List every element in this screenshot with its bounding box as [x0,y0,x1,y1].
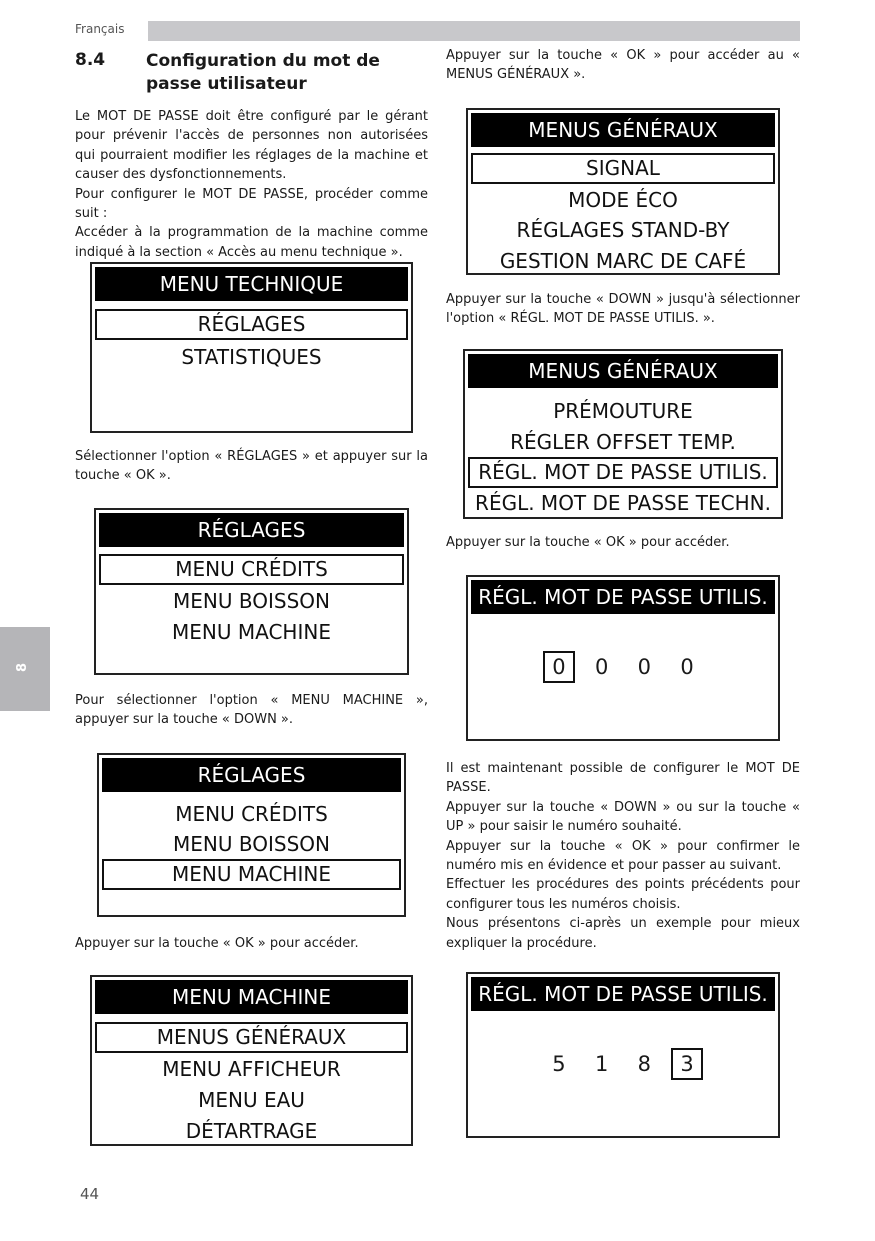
page-number: 44 [80,1185,100,1203]
procedure-paragraph: Il est maintenant possible de configurer le MOT DE PASSE. [446,761,800,796]
lcd-item: RÉGL. MOT DE PASSE TECHN. [475,491,771,515]
lcd-item-selected: MENUS GÉNÉRAUX [95,1022,408,1053]
procedure-paragraph: Nous présentons ci-après un exemple pour mieux expliquer la procédure. [446,916,800,951]
lcd-item-selected: MENU MACHINE [102,859,401,890]
password-digit: 8 [637,1052,652,1076]
lcd-item-selected: RÉGLAGES [95,309,408,340]
language-label: Français [75,22,125,36]
procedure-paragraph: Appuyer sur la touche « DOWN » ou sur la touche « UP » pour saisir le numéro souhaité. [446,799,800,835]
lcd-password-example [466,972,780,1138]
lcd-item-selected: SIGNAL [471,153,775,184]
lcd-title: RÉGL. MOT DE PASSE UTILIS. [471,977,775,1011]
lcd-item: GESTION MARC DE CAFÉ [499,249,747,273]
password-digit: 0 [594,655,609,679]
instruction-text: Appuyer sur la touche « OK » pour accéder. [75,936,359,951]
lcd-reglages [94,508,409,675]
lcd-menu-technique [90,262,413,433]
lcd-menus-generaux-password [463,349,783,519]
lcd-item-selected: MENU CRÉDITS [99,554,404,585]
password-digit-selected: 0 [543,651,575,683]
lcd-reglages-machine-selected [97,753,406,917]
lcd-item: MENU BOISSON [173,832,330,856]
procedure-paragraph: Effectuer les procédures des points précédents pour configurer tous les numéros choisis. [446,877,800,912]
lcd-item: RÉGLAGES STAND-BY [516,218,730,242]
password-digit: 0 [680,655,694,679]
lcd-item: DÉTARTRAGE [185,1119,318,1143]
lcd-item: MENU AFFICHEUR [162,1057,341,1081]
lcd-menus-generaux [466,108,780,275]
lcd-item: MODE ÉCO [568,188,678,212]
lcd-item: MENU EAU [198,1088,305,1112]
lcd-item: STATISTIQUES [181,345,322,369]
lcd-item: MENU MACHINE [172,620,331,644]
lcd-title: MENUS GÉNÉRAUX [471,113,775,147]
lcd-item: MENU BOISSON [173,589,330,613]
lcd-menu-machine [90,975,413,1146]
password-digit: 5 [552,1052,566,1076]
lcd-item: RÉGLER OFFSET TEMP. [510,430,736,454]
lcd-title: RÉGLAGES [102,758,401,792]
intro-paragraph: Accéder à la programmation de la machine comme indiqué à la section « Accès au menu technique ». [75,225,428,260]
section-number: 8.4 [75,50,106,70]
password-digits [468,651,778,683]
password-digit: 0 [637,655,652,679]
procedure-paragraph: Appuyer sur la touche « OK » pour confirmer le numéro mis en évidence et pour passer au suivant. [446,838,800,874]
lcd-title: MENUS GÉNÉRAUX [468,354,778,388]
lcd-item: PRÉMOUTURE [553,399,693,423]
procedure-text [446,759,800,953]
lcd-title: RÉGLAGES [99,513,404,547]
chapter-tab [0,627,50,711]
password-digit: 1 [594,1052,609,1076]
instruction-text: Sélectionner l'option « RÉGLAGES » et appuyer sur la touche « OK ». [75,449,428,484]
intro-paragraph: Le MOT DE PASSE doit être configuré par le gérant pour prévenir l'accès de personnes non autorisées qui pourraient modifier les réglages de la machine et causer des dysfonctionnements. [75,109,428,183]
instruction-text: Appuyer sur la touche « DOWN » jusqu'à sélectionner l'option « RÉGL. MOT DE PASSE UTILIS. ». [446,292,800,327]
password-digit-selected: 3 [671,1048,703,1080]
chapter-tab-label: 8 [15,662,31,673]
lcd-item: MENU CRÉDITS [175,802,328,826]
lcd-title: MENU TECHNIQUE [95,267,408,301]
instruction-text: Appuyer sur la touche « OK » pour accéder au « MENUS GÉNÉRAUX ». [446,48,800,83]
intro-paragraph: Pour configurer le MOT DE PASSE, procéder comme suit : [75,186,428,222]
password-digits [468,1048,778,1080]
intro-text [75,107,428,262]
lcd-item-selected: RÉGL. MOT DE PASSE UTILIS. [468,457,778,488]
instruction-text: Appuyer sur la touche « OK » pour accéder. [446,535,730,550]
instruction-text: Pour sélectionner l'option « MENU MACHINE », appuyer sur la touche « DOWN ». [75,693,428,728]
lcd-password-entry [466,575,780,741]
lcd-title: MENU MACHINE [95,980,408,1014]
header-bar [148,21,800,41]
section-title: Configuration du mot de passe utilisateur [146,51,380,94]
lcd-title: RÉGL. MOT DE PASSE UTILIS. [471,580,775,614]
